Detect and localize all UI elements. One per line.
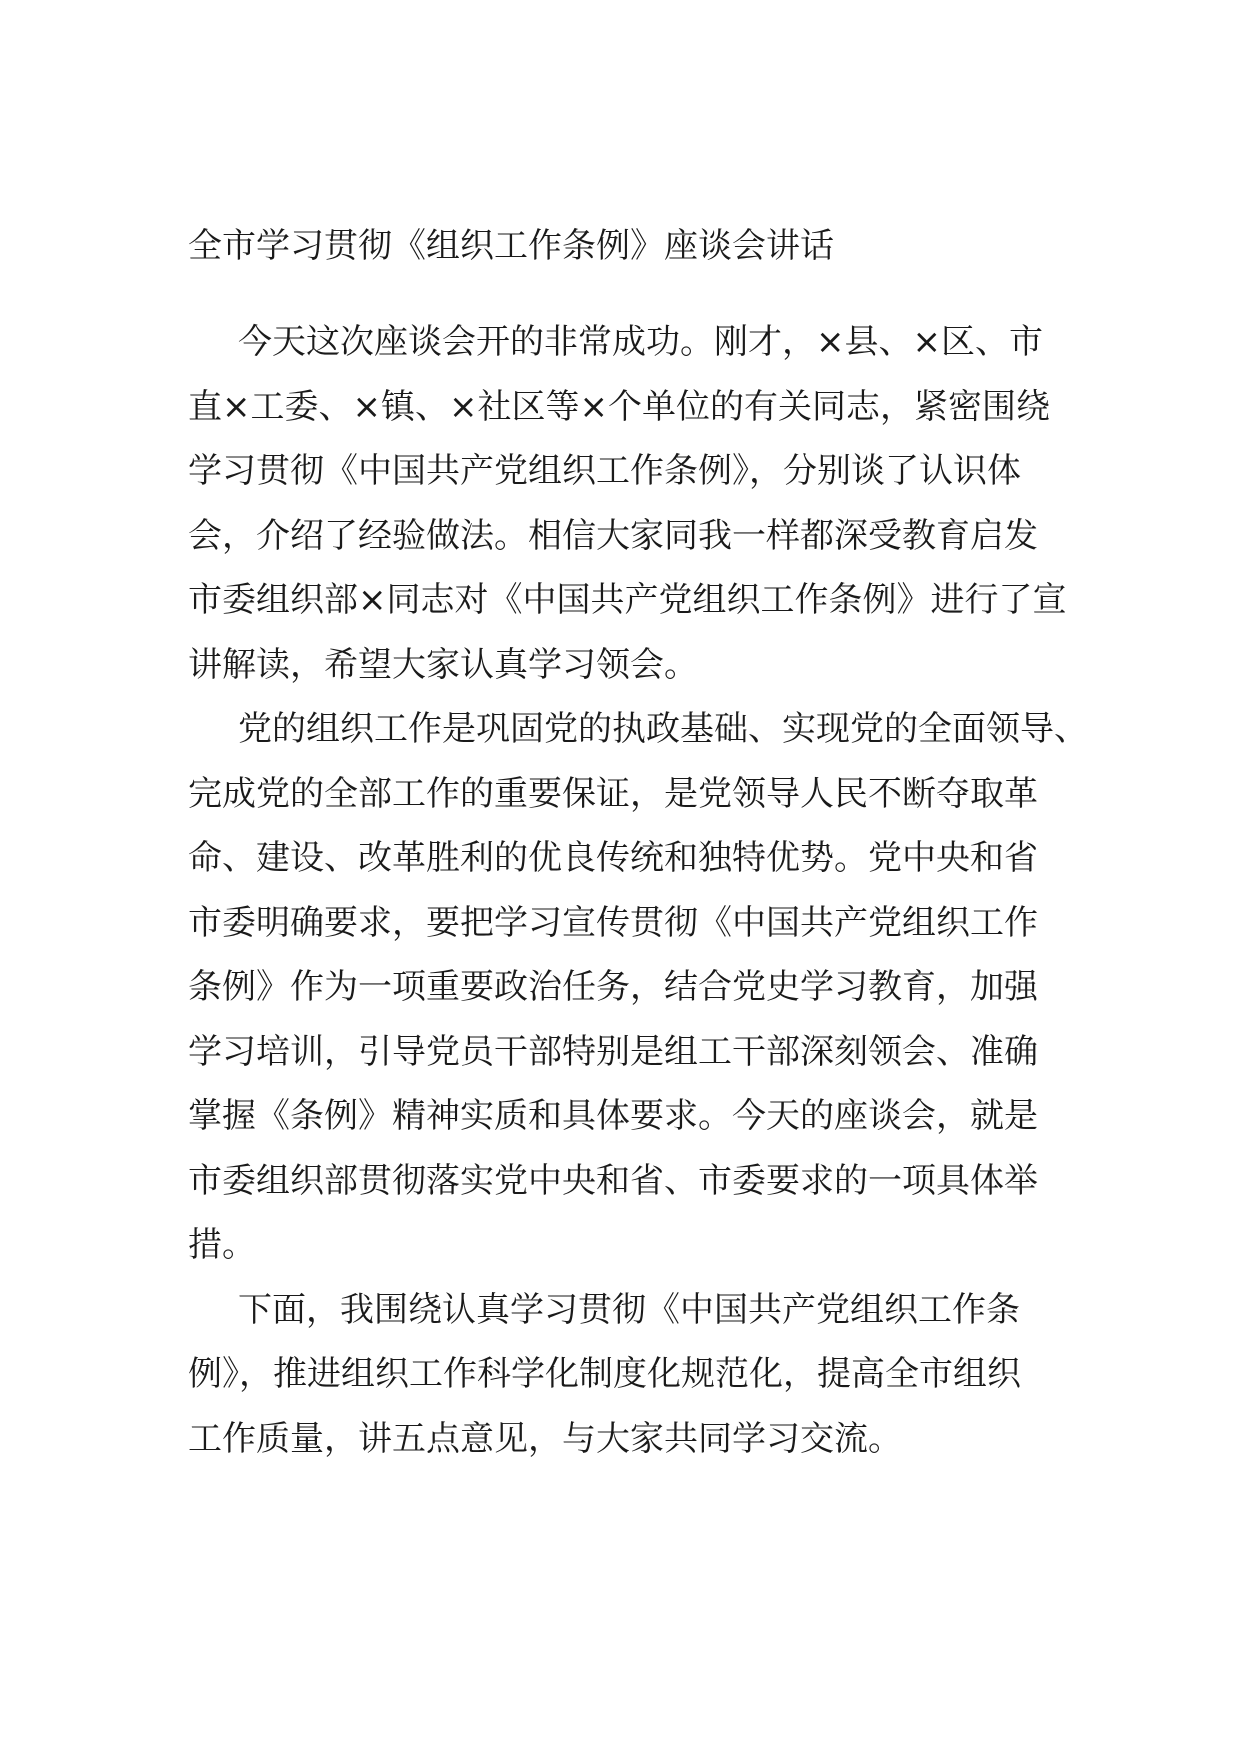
text-line: 市委明确要求，要把学习宣传贯彻《中国共产党组织工作 <box>188 902 1038 943</box>
text-line: 学习培训，引导党员干部特别是组工干部深刻领会、准确 <box>188 1031 1038 1072</box>
text-line: 学习贯彻《中国共产党组织工作条例》，分别谈了认识体 <box>188 451 1021 491</box>
text-line: 党的组织工作是巩固党的执政基础、实现党的全面领导、 <box>238 709 1088 749</box>
text-line: 工作质量，讲五点意见，与大家共同学习交流。 <box>188 1418 902 1459</box>
text-line: 例》，推进组织工作科学化制度化规范化，提高全市组织 <box>188 1354 1021 1394</box>
text-line: 讲解读，希望大家认真学习领会。 <box>188 644 698 685</box>
paragraph-importance <box>188 697 1088 1278</box>
document-body <box>188 310 1088 1471</box>
text-line: 今天这次座谈会开的非常成功。刚才，×县、×区、市 <box>238 322 1043 362</box>
text-line: 措。 <box>188 1225 256 1265</box>
text-line: 条例》作为一项重要政治任务，结合党史学习教育，加强 <box>188 967 1038 1007</box>
text-line: 命、建设、改革胜利的优良传统和独特优势。党中央和省 <box>188 838 1038 878</box>
text-line: 直×工委、×镇、×社区等×个单位的有关同志，紧密围绕 <box>188 386 1050 427</box>
paragraph-outline <box>188 1278 1068 1472</box>
text-line: 掌握《条例》精神实质和具体要求。今天的座谈会，就是 <box>188 1096 1038 1136</box>
paragraph-opening <box>188 310 1068 697</box>
text-line: 会，介绍了经验做法。相信大家同我一样都深受教育启发 <box>188 515 1038 556</box>
text-line: 下面，我围绕认真学习贯彻《中国共产党组织工作条 <box>238 1289 1020 1330</box>
text-line: 市委组织部贯彻落实党中央和省、市委要求的一项具体举 <box>188 1160 1038 1201</box>
text-line: 市委组织部×同志对《中国共产党组织工作条例》进行了宣 <box>188 580 1067 620</box>
document-title: 全市学习贯彻《组织工作条例》座谈会讲话 <box>188 226 834 266</box>
text-line: 完成党的全部工作的重要保证，是党领导人民不断夺取革 <box>188 773 1038 814</box>
